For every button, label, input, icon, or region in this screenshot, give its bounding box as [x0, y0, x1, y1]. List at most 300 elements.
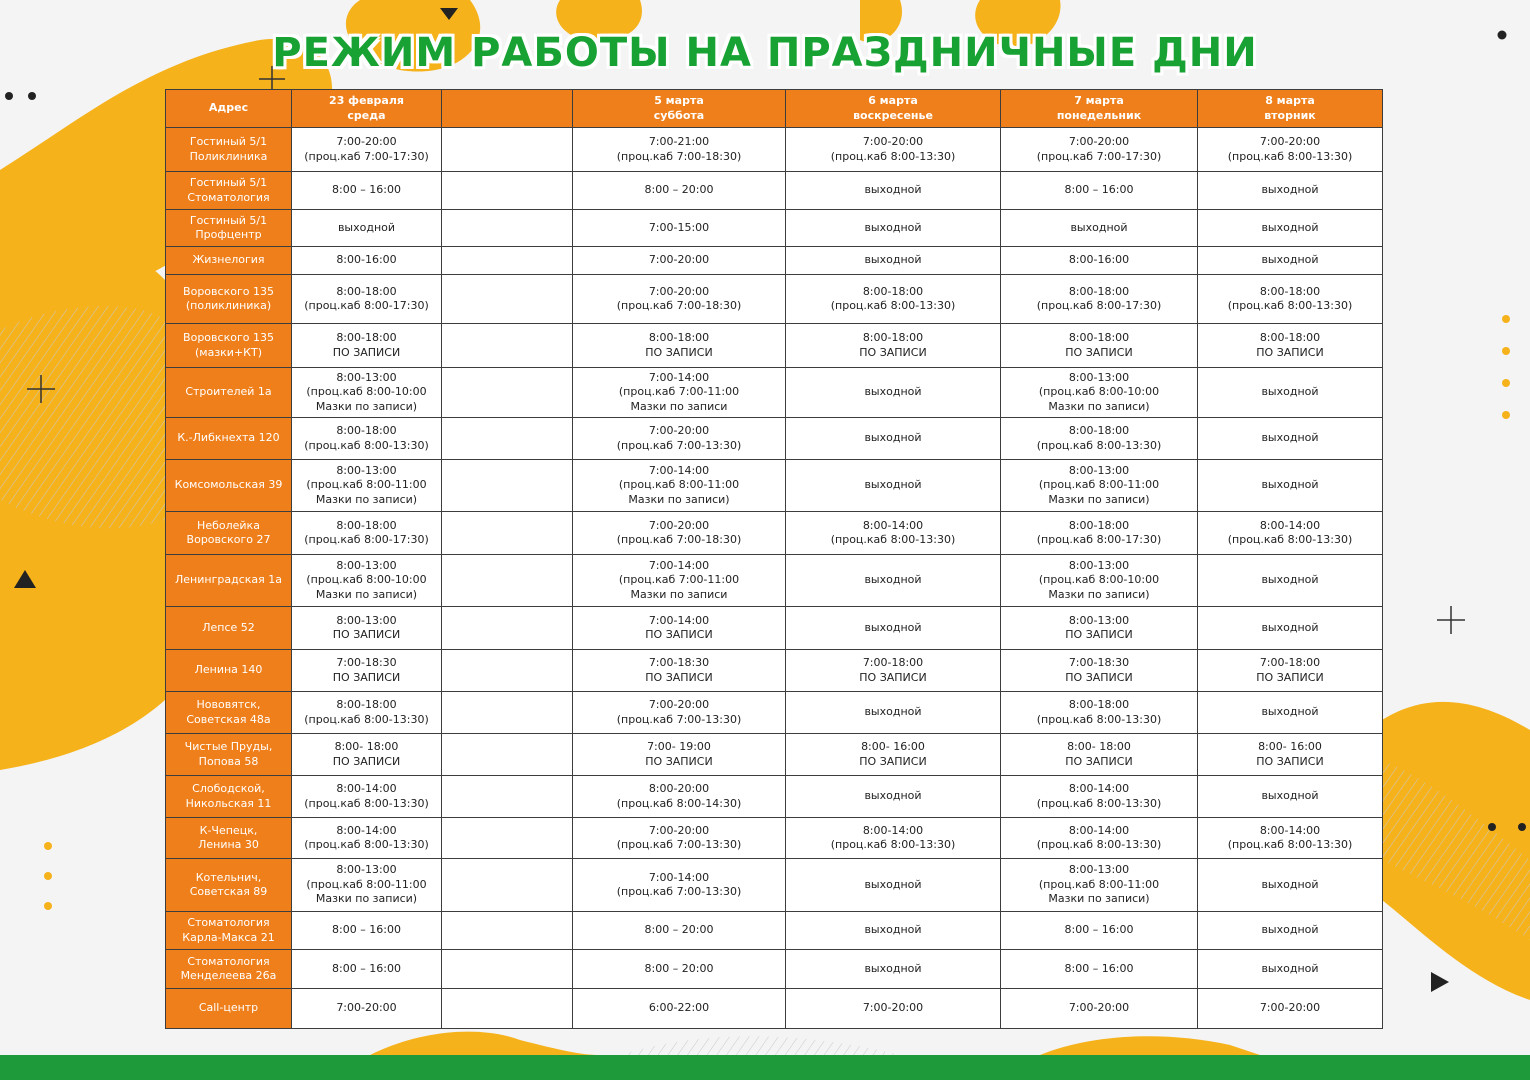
schedule-text: 8:00-18:00: [1068, 424, 1130, 437]
schedule-cell: [786, 859, 1001, 912]
address-cell: [166, 555, 292, 607]
schedule-text: 7:00-15:00: [648, 220, 710, 234]
schedule-cell: [1198, 859, 1383, 912]
schedule-cell: [786, 555, 1001, 607]
schedule-text: 7:00-14:00: [648, 463, 710, 477]
schedule-cell: [1198, 247, 1383, 275]
schedule-text: (проц.каб 8:00-13:30): [1227, 299, 1353, 312]
address-cell: [166, 210, 292, 247]
schedule-text: (проц.каб 7:00-18:30): [616, 149, 742, 163]
schedule-text: 8:00-18:00: [1068, 331, 1130, 344]
schedule-cell: [786, 460, 1001, 512]
schedule-cell: [786, 692, 1001, 734]
schedule-cell: [292, 859, 442, 912]
schedule-cell: [442, 607, 573, 650]
schedule-cell: [1198, 555, 1383, 607]
schedule-cell: [442, 650, 573, 692]
schedule-text: выходной: [864, 431, 922, 445]
schedule-text: (проц.каб 8:00-11:00: [306, 478, 427, 492]
schedule-cell: [442, 512, 573, 555]
table-row: [166, 989, 1383, 1029]
schedule-text: 8:00-16:00: [1068, 253, 1130, 267]
schedule-cell: [573, 650, 786, 692]
schedule-text: 7:00-14:00: [648, 870, 710, 884]
schedule-text: выходной: [864, 877, 922, 891]
address-text: Лепсе 52: [202, 620, 255, 634]
schedule-cell: [292, 950, 442, 989]
schedule-text: 7:00-20:00: [336, 135, 397, 148]
schedule-cell: [573, 859, 786, 912]
table-row: [166, 650, 1383, 692]
schedule-text: 7:00-20:00: [1068, 135, 1130, 148]
column-header-text: вторник: [1264, 108, 1316, 122]
schedule-text: 8:00 – 20:00: [644, 923, 714, 937]
schedule-text: (проц.каб 7:00-13:30): [616, 438, 742, 452]
schedule-cell: [292, 247, 442, 275]
schedule-cell: [1001, 989, 1198, 1029]
column-header-text: 7 марта: [1074, 94, 1124, 107]
address-text: Гостиный 5/1: [189, 135, 268, 148]
schedule-cell: [573, 172, 786, 210]
schedule-cell: [292, 607, 442, 650]
schedule-text: (проц.каб 8:00-13:30): [1036, 796, 1162, 810]
schedule-cell: [442, 912, 573, 950]
schedule-text: 7:00-14:00: [648, 613, 710, 627]
schedule-text: 8:00-13:00: [1068, 863, 1130, 877]
schedule-text: ПО ЗАПИСИ: [645, 628, 713, 641]
schedule-cell: [292, 324, 442, 368]
column-header: [1001, 90, 1198, 128]
schedule-cell: [292, 418, 442, 460]
schedule-cell: [1001, 247, 1198, 275]
address-cell: [166, 776, 292, 818]
schedule-text: ПО ЗАПИСИ: [859, 754, 927, 768]
schedule-cell: [786, 275, 1001, 324]
schedule-cell: [442, 776, 573, 818]
schedule-text: 7:00- 19:00: [647, 740, 711, 753]
column-header-text: среда: [347, 108, 386, 122]
schedule-text: (проц.каб 8:00-11:00: [618, 478, 740, 492]
schedule-text: Мазки по записи): [1048, 399, 1150, 413]
table-row: [166, 210, 1383, 247]
schedule-text: Мазки по записи): [1048, 892, 1150, 906]
schedule-cell: [1001, 734, 1198, 776]
schedule-text: ПО ЗАПИСИ: [332, 754, 401, 768]
schedule-text: выходной: [1261, 961, 1319, 975]
address-text: Профцентр: [195, 228, 262, 241]
schedule-text: выходной: [864, 183, 922, 197]
schedule-text: 7:00-20:00: [862, 135, 924, 148]
schedule-cell: [573, 247, 786, 275]
schedule-text: 7:00-20:00: [648, 284, 710, 298]
schedule-cell: [1198, 128, 1383, 172]
schedule-text: (проц.каб 7:00-11:00: [618, 385, 740, 399]
address-text: Нововятск,: [196, 698, 261, 711]
schedule-cell: [442, 950, 573, 989]
address-text: Ленинградская 1а: [175, 573, 282, 587]
schedule-text: 8:00 – 16:00: [1064, 183, 1134, 197]
schedule-text: (проц.каб 8:00-13:30): [304, 712, 429, 726]
schedule-cell: [442, 818, 573, 859]
column-header-text: Адрес: [208, 101, 249, 115]
table-row: [166, 692, 1383, 734]
schedule-text: 7:00-20:00: [1259, 135, 1321, 148]
address-text: Ленина 30: [198, 838, 259, 851]
schedule-cell: [292, 692, 442, 734]
schedule-text: 8:00-13:00: [336, 370, 397, 384]
schedule-text: (проц.каб 7:00-18:30): [616, 299, 742, 312]
schedule-cell: [292, 650, 442, 692]
schedule-text: Мазки по записи): [315, 892, 418, 906]
schedule-cell: [1198, 912, 1383, 950]
table-row: [166, 128, 1383, 172]
schedule-cell: [1198, 734, 1383, 776]
schedule-text: выходной: [864, 705, 922, 719]
schedule-text: ПО ЗАПИСИ: [859, 670, 927, 684]
address-text: Комсомольская 39: [174, 478, 283, 492]
schedule-text: 8:00- 18:00: [1067, 740, 1131, 753]
schedule-cell: [292, 368, 442, 418]
address-cell: [166, 734, 292, 776]
schedule-text: выходной: [864, 220, 922, 234]
schedule-cell: [1001, 912, 1198, 950]
schedule-text: (проц.каб 7:00-13:30): [616, 712, 742, 726]
schedule-cell: [1001, 275, 1198, 324]
address-cell: [166, 818, 292, 859]
schedule-text: ПО ЗАПИСИ: [1256, 345, 1324, 359]
column-header-text: 23 февраля: [329, 94, 404, 107]
schedule-text: (проц.каб 8:00-17:30): [1036, 533, 1162, 546]
schedule-text: (проц.каб 7:00-13:30): [616, 885, 742, 898]
column-header: [786, 90, 1001, 128]
schedule-text: 8:00 – 20:00: [644, 961, 714, 975]
schedule-cell: [442, 324, 573, 368]
schedule-text: 8:00-14:00: [1068, 782, 1130, 795]
schedule-cell: [573, 555, 786, 607]
schedule-cell: [786, 128, 1001, 172]
schedule-text: (проц.каб 7:00-18:30): [616, 533, 742, 546]
table-row: [166, 368, 1383, 418]
schedule-text: (проц.каб 8:00-17:30): [1036, 299, 1162, 312]
bottom-bar: [0, 1055, 1530, 1080]
address-text: (поликлиника): [185, 299, 272, 312]
schedule-text: 8:00-18:00: [862, 284, 924, 298]
schedule-text: 8:00-18:00: [336, 331, 397, 344]
schedule-text: 8:00-18:00: [648, 331, 710, 344]
schedule-text: 6:00-22:00: [648, 1001, 710, 1015]
schedule-text: выходной: [337, 220, 396, 234]
schedule-cell: [573, 368, 786, 418]
schedule-text: (проц.каб 8:00-14:30): [616, 796, 742, 810]
schedule-text: (проц.каб 8:00-10:00: [306, 573, 427, 587]
schedule-cell: [573, 128, 786, 172]
schedule-cell: [442, 275, 573, 324]
address-text: Строителей 1а: [185, 385, 272, 399]
address-text: Стоматология: [187, 954, 270, 968]
schedule-cell: [573, 460, 786, 512]
schedule-text: (проц.каб 8:00-10:00: [1038, 385, 1160, 399]
schedule-cell: [292, 818, 442, 859]
schedule-cell: [292, 460, 442, 512]
schedule-text: 8:00-14:00: [862, 823, 924, 837]
schedule-text: ПО ЗАПИСИ: [332, 628, 401, 641]
address-text: Котельнич,: [195, 870, 262, 884]
schedule-text: 8:00-18:00: [336, 284, 397, 298]
schedule-cell: [1198, 650, 1383, 692]
schedule-text: 8:00 – 16:00: [1064, 923, 1134, 937]
schedule-text: выходной: [864, 789, 922, 803]
schedule-cell: [1198, 607, 1383, 650]
schedule-text: выходной: [864, 385, 922, 399]
schedule-cell: [1198, 950, 1383, 989]
schedule-text: 7:00-20:00: [648, 253, 710, 267]
address-cell: [166, 324, 292, 368]
schedule-text: Мазки по записи): [315, 492, 418, 506]
schedule-cell: [1001, 776, 1198, 818]
schedule-text: выходной: [864, 620, 922, 634]
schedule-cell: [1198, 460, 1383, 512]
table-row: [166, 512, 1383, 555]
schedule-text: (проц.каб 7:00-17:30): [304, 149, 429, 163]
schedule-text: 8:00- 16:00: [861, 740, 925, 753]
schedule-cell: [786, 912, 1001, 950]
table-row: [166, 418, 1383, 460]
schedule-text: 8:00-13:00: [1068, 558, 1130, 572]
schedule-text: выходной: [1261, 705, 1319, 719]
schedule-text: 7:00-18:00: [1259, 656, 1321, 669]
schedule-text: 7:00-18:00: [862, 656, 924, 669]
schedule-text: 8:00-14:00: [1259, 518, 1321, 532]
schedule-text: (проц.каб 8:00-13:30): [1227, 838, 1353, 851]
page-title: РЕЖИМ РАБОТЫ НА ПРАЗДНИЧНЫЕ ДНИ: [272, 30, 1258, 76]
address-cell: [166, 650, 292, 692]
schedule-text: (проц.каб 8:00-13:30): [830, 149, 956, 163]
table-row: [166, 172, 1383, 210]
schedule-text: 7:00-14:00: [648, 558, 710, 572]
address-text: Неболейка: [197, 518, 260, 532]
schedule-text: 8:00-14:00: [1259, 823, 1321, 837]
schedule-text: Мазки по записи: [630, 587, 728, 601]
schedule-cell: [786, 172, 1001, 210]
schedule-text: 8:00-18:00: [862, 331, 924, 344]
address-text: Советская 48а: [186, 712, 271, 726]
column-header: [573, 90, 786, 128]
address-cell: [166, 859, 292, 912]
schedule-cell: [442, 247, 573, 275]
column-header: [442, 90, 573, 128]
table-row: [166, 776, 1383, 818]
schedule-cell: [573, 418, 786, 460]
schedule-cell: [786, 734, 1001, 776]
address-text: Чистые Пруды,: [184, 740, 273, 753]
schedule-cell: [292, 210, 442, 247]
schedule-cell: [442, 989, 573, 1029]
schedule-text: ПО ЗАПИСИ: [1065, 754, 1133, 768]
schedule-text: ПО ЗАПИСИ: [1065, 628, 1133, 641]
schedule-text: ПО ЗАПИСИ: [645, 754, 713, 768]
schedule-cell: [786, 368, 1001, 418]
schedule-text: (проц.каб 8:00-13:30): [1036, 438, 1162, 452]
schedule-text: Мазки по записи): [315, 587, 418, 601]
schedule-cell: [1198, 818, 1383, 859]
schedule-cell: [1001, 368, 1198, 418]
schedule-text: выходной: [1261, 620, 1319, 634]
schedule-text: (проц.каб 8:00-13:30): [830, 299, 956, 312]
table-row: [166, 460, 1383, 512]
schedule-cell: [786, 650, 1001, 692]
schedule-text: (проц.каб 8:00-13:30): [1227, 149, 1353, 163]
schedule-text: Мазки по записи: [630, 399, 728, 413]
schedule-text: 8:00 – 16:00: [332, 961, 401, 975]
schedule-cell: [1001, 692, 1198, 734]
schedule-cell: [442, 460, 573, 512]
schedule-text: 7:00-18:30: [648, 656, 710, 669]
schedule-cell: [1001, 818, 1198, 859]
schedule-cell: [292, 275, 442, 324]
schedule-text: 8:00- 16:00: [1258, 740, 1322, 753]
schedule-text: выходной: [864, 573, 922, 587]
schedule-text: (проц.каб 8:00-10:00: [306, 385, 427, 399]
address-text: Ленина 140: [194, 663, 263, 677]
schedule-text: 7:00-20:00: [648, 823, 710, 837]
schedule-cell: [292, 912, 442, 950]
schedule-text: 8:00-18:00: [1068, 518, 1130, 532]
schedule-text: 8:00-18:00: [336, 698, 397, 711]
address-cell: [166, 692, 292, 734]
schedule-text: выходной: [1261, 877, 1319, 891]
schedule-cell: [292, 734, 442, 776]
schedule-text: 8:00-18:00: [336, 518, 397, 532]
schedule-cell: [786, 210, 1001, 247]
address-text: Гостиный 5/1: [189, 213, 268, 227]
address-cell: [166, 128, 292, 172]
schedule-text: 7:00-20:00: [648, 518, 710, 532]
schedule-text: 7:00-21:00: [648, 135, 710, 148]
address-cell: [166, 275, 292, 324]
schedule-text: (проц.каб 8:00-13:30): [1036, 838, 1162, 851]
schedule-text: ПО ЗАПИСИ: [1065, 670, 1133, 684]
schedule-text: 8:00 – 16:00: [1064, 961, 1134, 975]
schedule-cell: [1198, 776, 1383, 818]
schedule-cell: [573, 734, 786, 776]
schedule-text: выходной: [864, 253, 922, 267]
schedule-text: Мазки по записи): [1048, 492, 1150, 506]
schedule-cell: [1198, 324, 1383, 368]
schedule-cell: [292, 512, 442, 555]
schedule-text: 8:00-14:00: [336, 782, 397, 795]
schedule-cell: [292, 172, 442, 210]
address-text: Слободской,: [192, 782, 265, 795]
schedule-text: 8:00-16:00: [336, 253, 397, 267]
schedule-text: ПО ЗАПИСИ: [859, 345, 927, 359]
schedule-text: 8:00-14:00: [336, 823, 397, 837]
schedule-cell: [786, 512, 1001, 555]
address-text: Никольская 11: [185, 796, 272, 810]
schedule-text: выходной: [1261, 789, 1319, 803]
address-cell: [166, 989, 292, 1029]
schedule-cell: [442, 859, 573, 912]
schedule-text: (проц.каб 8:00-13:30): [304, 438, 429, 452]
schedule-text: (проц.каб 8:00-13:30): [304, 838, 429, 851]
address-text: К.-Либкнехта 120: [177, 431, 280, 445]
schedule-text: (проц.каб 8:00-11:00: [306, 877, 427, 891]
schedule-text: 8:00 – 16:00: [332, 923, 401, 937]
schedule-text: Мазки по записи): [628, 492, 730, 506]
schedule-text: выходной: [864, 478, 922, 492]
schedule-text: ПО ЗАПИСИ: [645, 670, 713, 684]
schedule-text: (проц.каб 8:00-10:00: [1038, 573, 1160, 587]
schedule-text: 8:00-13:00: [336, 613, 397, 627]
schedule-text: 7:00-20:00: [336, 1001, 397, 1015]
schedule-text: 8:00-18:00: [1068, 698, 1130, 711]
table-row: [166, 555, 1383, 607]
schedule-text: (проц.каб 8:00-11:00: [1038, 478, 1160, 492]
address-cell: [166, 512, 292, 555]
table-row: [166, 859, 1383, 912]
schedule-text: 8:00-20:00: [648, 782, 710, 795]
address-text: Гостиный 5/1: [189, 176, 268, 189]
schedule-text: (проц.каб 7:00-11:00: [618, 573, 740, 587]
address-cell: [166, 950, 292, 989]
schedule-text: 7:00-14:00: [648, 370, 710, 384]
schedule-text: (проц.каб 8:00-13:30): [830, 838, 956, 851]
column-header-text: 5 марта: [654, 94, 704, 107]
table-row: [166, 734, 1383, 776]
schedule-text: ПО ЗАПИСИ: [1065, 345, 1133, 359]
schedule-cell: [292, 555, 442, 607]
column-header-text: воскресенье: [853, 108, 933, 122]
schedule-text: (проц.каб 8:00-17:30): [304, 299, 429, 312]
schedule-cell: [1198, 418, 1383, 460]
address-text: Советская 89: [189, 885, 268, 898]
schedule-text: 8:00- 18:00: [334, 740, 399, 753]
schedule-cell: [786, 418, 1001, 460]
table-row: [166, 247, 1383, 275]
schedule-text: выходной: [1261, 478, 1319, 492]
schedule-cell: [1001, 512, 1198, 555]
schedule-cell: [1001, 128, 1198, 172]
column-header: [292, 90, 442, 128]
schedule-text: выходной: [864, 923, 922, 937]
schedule-cell: [1001, 172, 1198, 210]
address-text: Стоматология: [187, 190, 270, 204]
address-cell: [166, 607, 292, 650]
table-row: [166, 275, 1383, 324]
schedule-cell: [1198, 692, 1383, 734]
schedule-cell: [573, 210, 786, 247]
schedule-cell: [1001, 859, 1198, 912]
schedule-cell: [1001, 324, 1198, 368]
schedule-text: 7:00-18:30: [1068, 656, 1130, 669]
schedule-text: 8:00-13:00: [336, 863, 397, 877]
schedule-text: выходной: [864, 961, 922, 975]
schedule-text: 7:00-18:30: [336, 656, 397, 669]
schedule-cell: [1001, 555, 1198, 607]
address-text: Стоматология: [187, 916, 270, 929]
table-row: [166, 818, 1383, 859]
schedule-text: выходной: [1261, 220, 1319, 234]
schedule-text: 8:00 – 16:00: [332, 183, 401, 197]
schedule-text: Мазки по записи): [1048, 587, 1150, 601]
table-row: [166, 607, 1383, 650]
schedule-cell: [292, 128, 442, 172]
column-header-text: понедельник: [1056, 108, 1142, 122]
schedule-text: выходной: [1261, 253, 1319, 267]
schedule-text: 8:00-13:00: [336, 558, 397, 572]
schedule-cell: [442, 128, 573, 172]
column-header-text: суббота: [653, 108, 705, 122]
schedule-text: Мазки по записи): [315, 399, 418, 413]
